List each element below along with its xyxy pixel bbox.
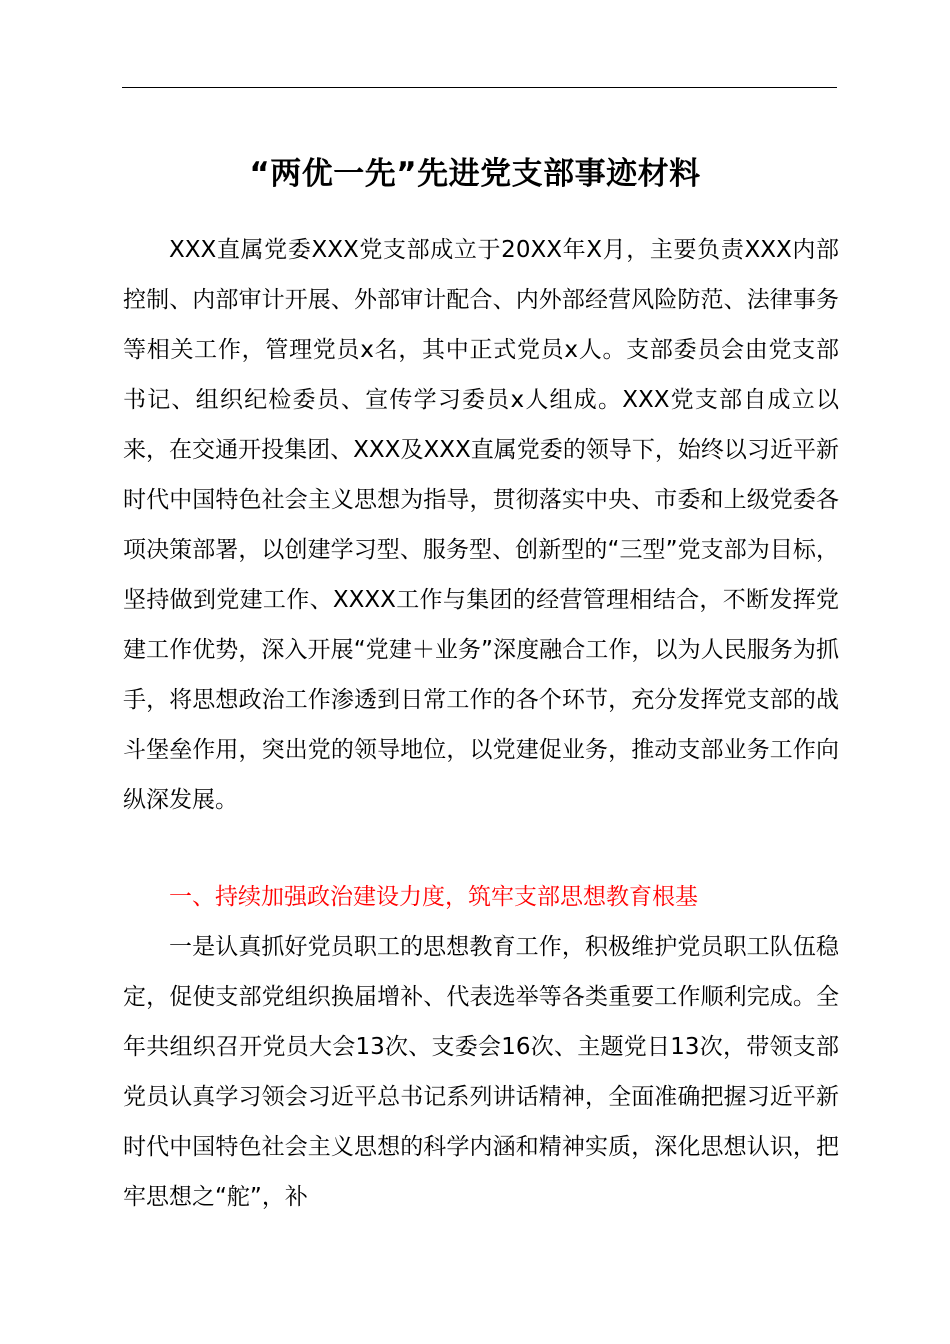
header-divider	[122, 87, 837, 88]
section-heading: 一、持续加强政治建设力度，筑牢支部思想教育根基	[169, 884, 698, 910]
section-paragraph: 一是认真抓好党员职工的思想教育工作，积极维护党员职工队伍稳定，促使支部党组织换届增补、代表选举等各类重要工作顺利完成。全年共组织召开党员大会13次、支委会16次、主题党日13次，带领支部党员认真学习领会习近平总书记系列讲话精神，全面准确把握习近平新时代中国特色社会主义思想的科学内涵和精神实质，深化思想认识，把牢思想之“舵”，补	[123, 934, 839, 1210]
intro-paragraph: XXX直属党委XXX党支部成立于20XX年X月，主要负责XXX内部控制、内部审计开展、外部审计配合、内外部经营风险防范、法律事务等相关工作，管理党员x名，其中正式党员x人。支部委员会由党支部书记、组织纪检委员、宣传学习委员x人组成。XXX党支部自成立以来，在交通开投集团、XXX及XXX直属党委的领导下，始终以习近平新时代中国特色社会主义思想为指导，贯彻落实中央、市委和上级党委各项决策部署，以创建学习型、服务型、创新型的“三型”党支部为目标，坚持做到党建工作、XXXX工作与集团的经营管理相结合，不断发挥党建工作优势，深入开展“党建＋业务”深度融合工作，以为人民服务为抓手，将思想政治工作渗透到日常工作的各个环节，充分发挥党支部的战斗堡垒作用，突出党的领导地位，以党建促业务，推动支部业务工作向纵深发展。	[123, 237, 839, 813]
document-title: “两优一先”先进党支部事迹材料	[249, 156, 701, 192]
